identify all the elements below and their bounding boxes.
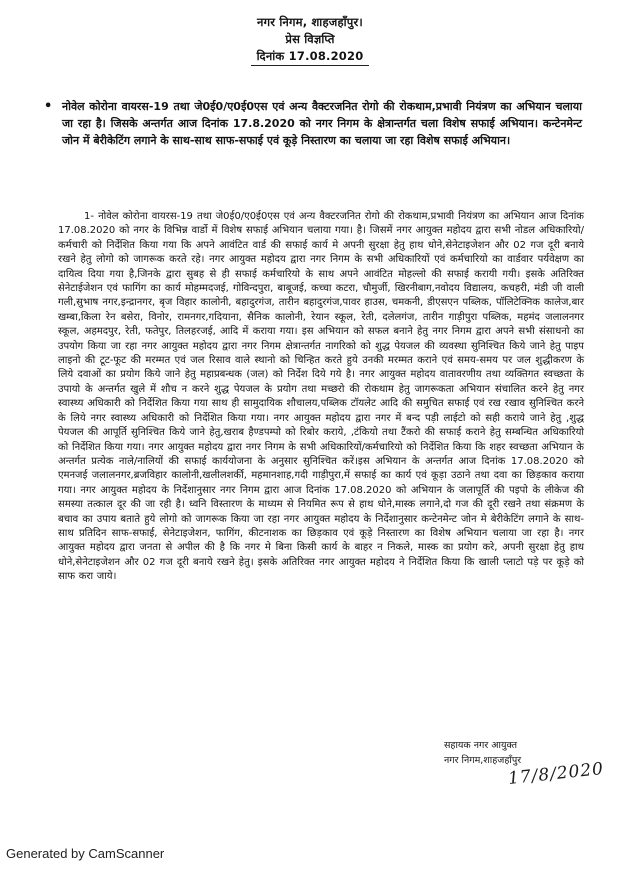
bullet-icon: • xyxy=(44,99,53,114)
summary-text: नोवेल कोरोना वायरस-19 तथा जे0ई0/ए0ई0एस एवं अन्य वैक्टरजनित रोगो की रोकथाम,प्रभावी नियंत्रण का अभियान चलाया जा रहा है। जिसके अन्तर्गत आज दिनांक 17.8.2020 को नगर निगम के क्षेत्रान्तर्गत चला विशेष सफाई अभियान। कन्टेनमेन्ट जोन में बेरीकेटिंग लगाने के साथ-साथ साफ-सफाई एवं कूड़े निस्तारण का चलाया जा रहा विशेष सफाई अभियान। xyxy=(62,100,582,147)
signatory-designation: सहायक नगर आयुक्त xyxy=(444,740,518,751)
document-type: प्रेस विज्ञप्ति xyxy=(285,32,335,46)
paragraph-number: 1- xyxy=(84,211,94,222)
organization-name: नगर निगम, शाहजहाँपुर। xyxy=(257,15,363,29)
scanner-watermark: Generated by CamScanner xyxy=(6,846,165,861)
summary-paragraph xyxy=(44,98,582,149)
release-date: दिनांक 17.08.2020 xyxy=(251,48,370,66)
body-text: नोवेल कोरोना वायरस-19 तथा जे0ई0/ए0ई0एस एवं अन्य वैक्टरजनित रोगो की रोकथाम,प्रभावी नियंत्रण का अभियान आज दिनांक 17.08.2020 को नगर के विभिन्न वार्डो में विशेष सफाई अभियान चलाया गया। है। जिसमें नगर आयुक्त महोदय द्वारा सभी नोडल अधिकारियो/कर्मचारी को निर्देशित किया गया कि अपने आवंटित वार्ड की सफाई कार्य मे अपनी सुरक्षा हेतु हाथ धोने,सेनेटाइजेशन और 02 गज दूरी बनाये रखने हेतु लोगो को जागरूक करते रहे। नगर आयुक्त महोदय द्वारा नगर निगम के सभी अधिकारियों एवं कर्मचारियो का वार्डवार पर्यवेक्षण का दायित्व दिया गया है,जिनके द्वारा सुबह से ही सफाई कर्मचारियो के साथ अपने आवंटित मोहल्लो की सफाई करायी गयी। इसके अतिरिक्त सेनेटाईजेशन एवं फागिंग का कार्य मोहम्मदजई, गोविन्दपुरा, बाबूजई, कच्चा कटरा, चौमुर्जी, खिरनीबाग,नवोदय विद्यालय, कचहरी, मंडी जी वाली गली,सुभाष नगर,इन्द्रानगर, बृज विहार कालोनी, बहादुरगंज, तारीन बहादुरगंज,पावर हाउस, चमकनी, डीएसएन पब्लिक, पॉलिटेक्निक कालेज,बार खम्बा,किला रेन बसेरा, विनोर, रामनगर,गदियाना, सैनिक कालोनी, रेयान स्कूल, रेती, दलेलगंज, तारीन गाड़ीपुरा पब्लिक, महमंद जलालनगर स्कूल, अहमदपुर, रेती, फतेपुर, तिलहरजई, आदि में कराया गया। इस अभियान को सफल बनाने हेतु नगर निगम द्वारा अपने सभी संसाधनो का उपयोग किया जा रहा नगर आयुक्त महोदय द्वारा नगर निगम क्षेत्रान्तर्गत नागरिको को शुद्ध पेयजल की व्यवस्था सुनिश्चित किये जाने हेतु पाइप लाइनो की टूट-फूट की मरम्मत एवं जल रिसाव वाले स्थानो को चिन्हित करते हुये उनकी मरम्मत कराने एवं समय-समय पर जल शुद्धीकरण के लिये दवाओं का प्रयोग किये जाने हेतु महाप्रबन्धक (जल) को निर्देश दिये गये है। नगर आयुक्त महोदय वातावरणीय तथा व्यक्तिगत स्वच्छता के उपायो के अन्तर्गत खुले में शौच न करने शुद्ध पेयजल के प्रयोग तथा मच्छरो की रोकथाम हेतु जागरूकता अभियान संचालित करने हेतु नगर स्वास्थ्य अधिकारी को निर्देशित किया गया साथ ही सामुदायिक शौचालय,पब्लिक टॉयलेट आदि की समुचित सफाई एवं रख रखाव सुनिश्चित करने के लिये नगर स्वास्थ्य अधिकारी को निर्देशित किया गया। नगर आयुक्त महोदय द्वारा नगर में बन्द पड़ी लाईटो को सही कराये जाने हेतु ,शुद्ध पेयजल की आपूर्ति सुनिश्चित किये जाने हेतु,खराब हैण्डपम्पो को रिबोर कराये, ,टंकियो तथा टैंकरो की सफाई कराने हेतु सम्बन्धित अधिकारियो को निर्देशित किया गया। नगर आयुक्त महोदय द्वारा नगर निगम के सभी अधिकारियों/कर्मचारियो को निर्देशित किया कि शहर स्वच्छता अभियान के अन्तर्गत प्रत्येक नाले/नालियों की सफाई कार्ययोजना के अनुसार सुनिश्चित करें।इस अभियान के अन्तर्गत आज दिनांक 17.08.2020 को एमनजई जलालनगर,ब्रजविहार कालोनी,खलीलशर्की, महमानशाह,गदी गाड़ीपुरा,में सफाई का कार्य एवं कूड़ा उठाने तथा दवा का छिड़काव कराया गया। नगर आयुक्त महोदय के निर्देशानुसार नगर निगम द्वारा आज दिनांक 17.08.2020 को अभियान के जलापूर्ति की पइपो के लीकेज की समस्या तत्काल दूर की जा रही है। ध्वनि विस्तारण के माध्यम से नियमित रूप से हाथ धोने,मास्क लगाने,दो गज की दूरी रखने तथा संक्रमण के बचाव का उपाय बताते हुये लोगो को जागरूक किया जा रहा नगर आयुक्त महोदय के निर्देशानुसार कन्टेनमेन्ट जोन मे बेरीकेटिंग लगाने के साथ-साथ प्रतिदिन साफ-सफाई, सेनेटाइजेशन, फागिंग, कीटनाशक का छिड़काव एवं कूड़े निस्तारण का विशेष अभियान चलाया जा रहा है। नगर आयुक्त महोदय द्वारा जनता से अपील की है कि नगर मे बिना किसी कार्य के बाहर न निकले, मास्क का प्रयोग करे, अपनी सुरक्षा हेतु हाथ धोने,सेनेटाइजेशन और 02 गज दूरी बनाये रखने हेतु। इसके अतिरिक्त नगर आयुक्त महोदय ने निर्देशित किया कि खाली प्लाटो पड़े पर कूड़े को साफ करा जाये। xyxy=(58,211,584,583)
press-release-header xyxy=(0,14,620,66)
handwritten-date-signature: 17/8/2020 xyxy=(507,759,605,789)
body-paragraph xyxy=(58,210,584,585)
signatory-office: नगर निगम,शाहजहाँपुर xyxy=(444,755,522,766)
